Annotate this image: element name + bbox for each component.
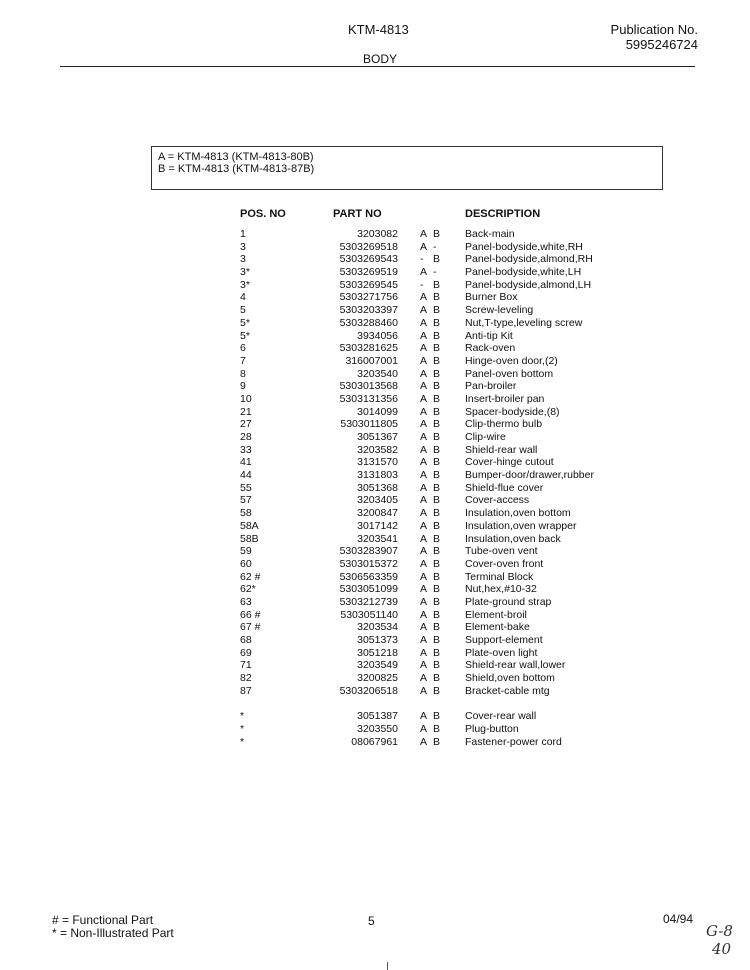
description-cell: Cover-access: [465, 494, 530, 507]
description-cell: Burner Box: [465, 291, 518, 304]
model-a-cell: A: [420, 684, 428, 697]
table-row: [0, 304, 750, 317]
part-number-cell: 5303206518: [339, 684, 398, 697]
functional-part-note: # = Functional Part: [52, 913, 154, 927]
description-cell: Plate-ground strap: [465, 595, 552, 608]
pos-cell: 33: [240, 443, 252, 456]
publication-label: Publication No.: [610, 22, 698, 37]
pos-cell: 66 #: [240, 608, 261, 621]
description-cell: Pan-broiler: [465, 380, 517, 393]
model-a-cell: A: [420, 672, 428, 685]
model-a-cell: A: [420, 392, 428, 405]
table-row: [0, 266, 750, 279]
description-cell: Panel-bodyside,white,LH: [465, 266, 582, 279]
pos-cell: 21: [240, 405, 252, 418]
pos-cell: 28: [240, 431, 252, 443]
model-b-cell: B: [433, 329, 441, 342]
model-a-cell: A: [420, 240, 428, 253]
description-cell: Insulation,oven wrapper: [465, 519, 577, 532]
model-b-cell: B: [433, 672, 441, 685]
model-b-cell: B: [433, 431, 441, 443]
pos-cell: 10: [240, 392, 252, 405]
pos-cell: 67 #: [240, 621, 261, 634]
pos-cell: 44: [240, 469, 252, 482]
model-b-cell: B: [433, 545, 441, 558]
description-cell: Shield-rear wall,lower: [465, 659, 566, 672]
pos-cell: 58B: [240, 532, 259, 545]
pos-cell: 7: [240, 354, 246, 367]
bottom-tick-mark: [387, 962, 388, 970]
model-b-cell: B: [433, 621, 441, 634]
part-number-cell: 3203549: [357, 659, 398, 672]
part-number-cell: 08067961: [351, 735, 398, 748]
pos-cell: 27: [240, 418, 252, 431]
part-number-cell: 5303051140: [340, 608, 398, 621]
table-row: [0, 609, 750, 622]
parts-table: [0, 228, 750, 749]
model-a-cell: A: [420, 469, 428, 482]
publication-block: [611, 22, 698, 52]
description-cell: Back-main: [465, 228, 515, 240]
description-cell: Bumper-door/drawer,rubber: [465, 469, 594, 482]
table-row: [0, 291, 750, 304]
legend-line-b: B = KTM-4813 (KTM-4813-87B): [158, 163, 315, 175]
pos-cell: *: [240, 723, 245, 736]
model-b-cell: B: [433, 557, 441, 570]
part-number-cell: 3051373: [357, 634, 398, 646]
model-b-cell: B: [433, 519, 441, 532]
part-number-cell: 5303203397: [339, 304, 398, 317]
part-number-cell: 316007001: [345, 354, 398, 367]
description-cell: Terminal Block: [465, 570, 534, 583]
table-row: [0, 545, 750, 558]
model-b-cell: B: [433, 228, 441, 240]
model-a-cell: A: [420, 342, 428, 355]
part-number-cell: 5303269518: [339, 240, 398, 253]
model-a-cell: A: [420, 557, 428, 570]
description-cell: Plug-button: [465, 723, 519, 736]
model-b-cell: B: [433, 570, 441, 583]
table-row: [0, 685, 750, 698]
part-number-cell: 3203405: [357, 494, 398, 507]
model-a-cell: A: [420, 595, 428, 608]
part-number-cell: 3934056: [357, 329, 398, 342]
table-row: [0, 494, 750, 507]
part-number-cell: 3131570: [357, 456, 398, 469]
pos-cell: 1: [240, 228, 246, 240]
table-row: [0, 431, 750, 444]
model-a-cell: A: [420, 646, 428, 659]
model-a-cell: A: [420, 507, 428, 520]
model-b-cell: B: [433, 469, 441, 482]
part-number-cell: 5306563359: [339, 570, 398, 583]
pos-cell: 5: [240, 304, 246, 317]
table-row: [0, 228, 750, 241]
pos-cell: 60: [240, 557, 252, 570]
part-number-cell: 5303051099: [339, 583, 398, 596]
description-cell: Support-element: [465, 634, 543, 646]
model-b-cell: B: [433, 316, 441, 329]
legend-line-a: A = KTM-4813 (KTM-4813-80B): [158, 151, 314, 163]
pos-cell: 4: [240, 291, 246, 304]
part-number-cell: 5303269543: [339, 253, 398, 266]
model-number: KTM-4813: [348, 22, 409, 37]
part-number-cell: 5303288460: [339, 316, 398, 329]
description-cell: Hinge-oven door,(2): [465, 354, 558, 367]
pos-cell: 71: [240, 659, 252, 672]
part-number-cell: 3203582: [357, 443, 398, 456]
pos-cell: *: [240, 735, 245, 748]
publication-number: 5995246724: [625, 37, 698, 52]
table-row: [0, 444, 750, 457]
pos-cell: 57: [240, 494, 252, 507]
table-row: [0, 583, 750, 596]
part-number-cell: 5303269545: [339, 278, 398, 291]
model-b-cell: B: [433, 595, 441, 608]
model-a-cell: A: [420, 659, 428, 672]
description-cell: Panel-bodyside,almond,RH: [465, 253, 593, 266]
table-row: [0, 571, 750, 584]
description-cell: Element-broil: [465, 608, 527, 621]
group-spacer: [0, 697, 750, 710]
description-cell: Tube-oven vent: [465, 545, 538, 558]
table-row: [0, 317, 750, 330]
pos-cell: 68: [240, 634, 252, 646]
description-cell: Spacer-bodyside,(8): [465, 405, 560, 418]
model-a-cell: A: [420, 519, 428, 532]
table-row: [0, 507, 750, 520]
model-a-cell: A: [420, 380, 428, 393]
pos-cell: 41: [240, 456, 252, 469]
model-b-cell: B: [433, 392, 441, 405]
part-number-cell: 5303281625: [339, 342, 398, 355]
model-b-cell: B: [433, 583, 441, 596]
part-number-cell: 3051367: [357, 431, 398, 443]
pos-cell: 82: [240, 672, 252, 685]
part-number-cell: 3203550: [357, 723, 398, 736]
model-a-cell: A: [420, 570, 428, 583]
model-a-cell: A: [420, 316, 428, 329]
model-a-cell: A: [420, 532, 428, 545]
table-row: [0, 253, 750, 266]
model-b-cell: B: [433, 367, 441, 380]
part-number-cell: 5303212739: [339, 595, 398, 608]
description-cell: Clip-wire: [465, 431, 506, 443]
model-b-cell: B: [433, 735, 441, 748]
pos-cell: 3*: [240, 266, 250, 279]
part-number-cell: 5303131356: [339, 392, 398, 405]
pos-cell: 8: [240, 367, 246, 380]
model-b-cell: B: [433, 342, 441, 355]
model-a-cell: A: [420, 228, 428, 240]
table-row: [0, 330, 750, 343]
model-b-cell: B: [433, 253, 441, 266]
table-row: [0, 710, 750, 723]
model-b-cell: B: [433, 646, 441, 659]
model-b-cell: B: [433, 723, 441, 736]
table-row: [0, 533, 750, 546]
column-header-part: PART NO: [333, 208, 382, 220]
pos-cell: 3: [240, 253, 246, 266]
pos-cell: 59: [240, 545, 252, 558]
page-number: 5: [368, 914, 375, 928]
model-b-cell: -: [433, 266, 437, 279]
model-b-cell: B: [433, 443, 441, 456]
part-number-cell: 5303269519: [339, 266, 398, 279]
table-row: [0, 520, 750, 533]
part-number-cell: 3200847: [357, 507, 398, 520]
part-number-cell: 3203082: [357, 228, 398, 240]
part-number-cell: 3014099: [357, 405, 398, 418]
part-number-cell: 3203541: [357, 532, 398, 545]
model-a-cell: A: [420, 621, 428, 634]
section-title: BODY: [363, 52, 398, 66]
model-a-cell: A: [420, 545, 428, 558]
model-b-cell: B: [433, 608, 441, 621]
table-row: [0, 482, 750, 495]
description-cell: Nut,T-type,leveling screw: [465, 316, 583, 329]
model-b-cell: B: [433, 532, 441, 545]
description-cell: Insulation,oven bottom: [465, 507, 571, 520]
header-rule: [60, 66, 695, 67]
table-row: [0, 368, 750, 381]
model-b-cell: B: [433, 418, 441, 431]
model-a-cell: A: [420, 418, 428, 431]
description-cell: Element-bake: [465, 621, 530, 634]
description-cell: Rack-oven: [465, 342, 516, 355]
table-row: [0, 469, 750, 482]
table-row: [0, 558, 750, 571]
model-b-cell: B: [433, 634, 441, 646]
model-b-cell: B: [433, 494, 441, 507]
handwritten-note-1: G-8: [706, 922, 733, 940]
pos-cell: 5*: [240, 316, 250, 329]
model-a-cell: A: [420, 494, 428, 507]
part-number-cell: 5303283907: [339, 545, 398, 558]
pos-cell: 63: [240, 595, 252, 608]
table-row: [0, 380, 750, 393]
table-row: [0, 393, 750, 406]
pos-cell: 9: [240, 380, 246, 393]
description-cell: Cover-hinge cutout: [465, 456, 554, 469]
pos-cell: 3*: [240, 278, 250, 291]
part-number-cell: 3051387: [357, 710, 398, 723]
model-a-cell: A: [420, 583, 428, 596]
pos-cell: 3: [240, 240, 246, 253]
description-cell: Shield,oven bottom: [465, 672, 555, 685]
table-row: [0, 621, 750, 634]
table-row: [0, 736, 750, 749]
part-number-cell: 3131803: [357, 469, 398, 482]
model-b-cell: B: [433, 684, 441, 697]
model-a-cell: A: [420, 723, 428, 736]
table-row: [0, 279, 750, 292]
description-cell: Cover-rear wall: [465, 710, 537, 723]
table-row: [0, 456, 750, 469]
pos-cell: 5*: [240, 329, 250, 342]
description-cell: Nut,hex,#10-32: [465, 583, 537, 596]
model-b-cell: B: [433, 278, 441, 291]
part-number-cell: 5303011805: [340, 418, 398, 431]
model-a-cell: -: [420, 278, 424, 291]
part-number-cell: 5303013568: [339, 380, 398, 393]
description-cell: Anti-tip Kit: [465, 329, 513, 342]
table-row: [0, 342, 750, 355]
model-a-cell: -: [420, 253, 424, 266]
part-number-cell: 3203534: [357, 621, 398, 634]
table-row: [0, 672, 750, 685]
table-row: [0, 723, 750, 736]
model-a-cell: A: [420, 431, 428, 443]
model-a-cell: A: [420, 634, 428, 646]
footer-notes: [52, 914, 174, 940]
table-row: [0, 596, 750, 609]
pos-cell: 62*: [240, 583, 256, 596]
publication-date: 04/94: [663, 912, 694, 926]
table-row: [0, 418, 750, 431]
pos-cell: 6: [240, 342, 246, 355]
model-a-cell: A: [420, 405, 428, 418]
pos-cell: *: [240, 710, 245, 723]
model-a-cell: A: [420, 367, 428, 380]
model-a-cell: A: [420, 481, 428, 494]
model-b-cell: -: [433, 240, 437, 253]
pos-cell: 62 #: [240, 570, 261, 583]
model-b-cell: B: [433, 405, 441, 418]
description-cell: Clip-thermo bulb: [465, 418, 543, 431]
model-a-cell: A: [420, 329, 428, 342]
table-row: [0, 406, 750, 419]
column-header-description: DESCRIPTION: [465, 208, 541, 220]
model-legend-box: [151, 146, 663, 190]
part-number-cell: 5303015372: [339, 557, 398, 570]
model-a-cell: A: [420, 608, 428, 621]
model-a-cell: A: [420, 354, 428, 367]
non-illustrated-note: * = Non-Illustrated Part: [52, 926, 174, 940]
handwritten-note-2: 40: [712, 940, 732, 958]
description-cell: Shield-rear wall: [465, 443, 538, 456]
model-b-cell: B: [433, 380, 441, 393]
description-cell: Fastener-power cord: [465, 735, 562, 748]
model-a-cell: A: [420, 710, 428, 723]
model-b-cell: B: [433, 507, 441, 520]
part-number-cell: 3200825: [357, 672, 398, 685]
description-cell: Bracket-cable mtg: [465, 684, 550, 697]
part-number-cell: 3203540: [357, 367, 398, 380]
description-cell: Cover-oven front: [465, 557, 544, 570]
model-b-cell: B: [433, 354, 441, 367]
description-cell: Screw-leveling: [465, 304, 534, 317]
model-a-cell: A: [420, 456, 428, 469]
description-cell: Panel-bodyside,almond,LH: [465, 278, 592, 291]
part-number-cell: 3017142: [357, 519, 398, 532]
model-b-cell: B: [433, 291, 441, 304]
model-b-cell: B: [433, 659, 441, 672]
description-cell: Insulation,oven back: [465, 532, 561, 545]
table-row: [0, 647, 750, 660]
description-cell: Panel-bodyside,white,RH: [465, 240, 583, 253]
pos-cell: 58: [240, 507, 252, 520]
description-cell: Plate-oven light: [465, 646, 538, 659]
pos-cell: 87: [240, 684, 252, 697]
description-cell: Panel-oven bottom: [465, 367, 554, 380]
part-number-cell: 5303271756: [339, 291, 398, 304]
pos-cell: 69: [240, 646, 252, 659]
model-b-cell: B: [433, 304, 441, 317]
column-header-pos: POS. NO: [240, 208, 286, 220]
table-row: [0, 634, 750, 647]
part-number-cell: 3051218: [357, 646, 398, 659]
model-a-cell: A: [420, 443, 428, 456]
model-b-cell: B: [433, 710, 441, 723]
table-row: [0, 355, 750, 368]
description-cell: Shield-flue cover: [465, 481, 544, 494]
model-a-cell: A: [420, 735, 428, 748]
pos-cell: 55: [240, 481, 252, 494]
handwritten-annotation: [706, 922, 733, 958]
pos-cell: 58A: [240, 519, 259, 532]
model-a-cell: A: [420, 304, 428, 317]
part-number-cell: 3051368: [357, 481, 398, 494]
description-cell: Insert-broiler pan: [465, 392, 545, 405]
model-b-cell: B: [433, 456, 441, 469]
model-a-cell: A: [420, 291, 428, 304]
model-b-cell: B: [433, 481, 441, 494]
model-a-cell: A: [420, 266, 428, 279]
table-row: [0, 659, 750, 672]
table-row: [0, 241, 750, 254]
